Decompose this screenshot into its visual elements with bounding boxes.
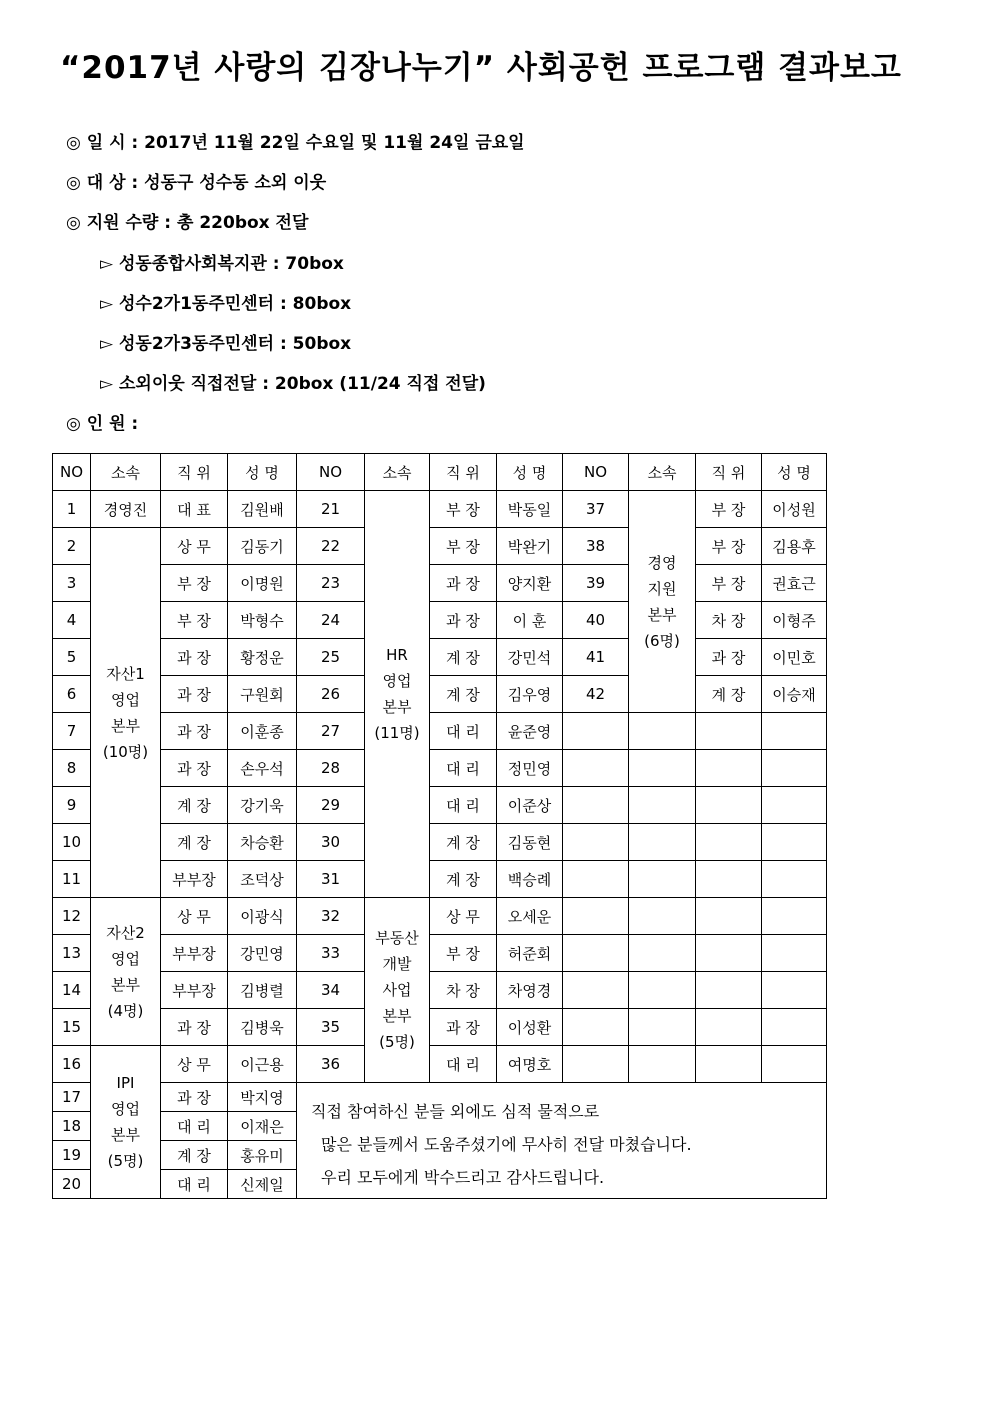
no-cell: 36 [297, 1046, 365, 1083]
position-cell: 상 무 [161, 898, 228, 935]
no-cell: 32 [297, 898, 365, 935]
no-cell: 5 [53, 639, 91, 676]
empty-cell [563, 1046, 629, 1083]
no-cell: 22 [297, 528, 365, 565]
name-cell: 김병렬 [228, 972, 297, 1009]
position-cell: 계 장 [161, 1141, 228, 1170]
dept-label: 부동산 [375, 929, 419, 947]
name-cell: 홍유미 [228, 1141, 297, 1170]
name-cell: 여명호 [497, 1046, 563, 1083]
empty-cell [762, 1009, 827, 1046]
note-line: 많은 분들께서 도움주셨기에 무사히 전달 마쳤습니다. [321, 1135, 692, 1154]
position-cell: 대 리 [430, 1046, 497, 1083]
no-cell: 4 [53, 602, 91, 639]
name-cell: 양지환 [497, 565, 563, 602]
dept-label: 지원 [647, 579, 677, 598]
no-cell: 18 [53, 1112, 91, 1141]
no-cell: 42 [563, 676, 629, 713]
position-cell: 과 장 [161, 1083, 228, 1112]
empty-cell [696, 787, 762, 824]
name-cell: 김병욱 [228, 1009, 297, 1046]
info-target: ◎ 대 상 : 성동구 성수동 소외 이웃 [66, 173, 327, 193]
position-cell: 과 장 [161, 676, 228, 713]
no-cell: 33 [297, 935, 365, 972]
position-cell: 부 장 [696, 491, 762, 528]
position-cell: 부 장 [430, 935, 497, 972]
name-cell: 이 훈 [497, 602, 563, 639]
empty-cell [696, 824, 762, 861]
empty-cell [762, 972, 827, 1009]
dept-cell [91, 898, 161, 1046]
empty-cell [629, 713, 696, 750]
table-row [53, 861, 827, 898]
no-cell: 6 [53, 676, 91, 713]
table-row [53, 676, 827, 713]
name-cell: 김원배 [228, 491, 297, 528]
column-header: 소속 [365, 454, 430, 491]
dept-cell [629, 491, 696, 713]
name-cell: 이훈종 [228, 713, 297, 750]
table-row [53, 750, 827, 787]
name-cell: 손우석 [228, 750, 297, 787]
dept-cell [91, 528, 161, 898]
no-cell: 21 [297, 491, 365, 528]
column-header: 성 명 [762, 454, 827, 491]
no-cell: 15 [53, 1009, 91, 1046]
name-cell: 김동현 [497, 824, 563, 861]
name-cell: 강기욱 [228, 787, 297, 824]
info-people: ◎ 인 원 : [66, 414, 139, 434]
support-item: ▻ 소외이웃 직접전달 : 20box (11/24 직접 전달) [100, 374, 486, 394]
dept-label: HR [386, 646, 408, 664]
empty-cell [563, 713, 629, 750]
name-cell: 허준회 [497, 935, 563, 972]
position-cell: 대 표 [161, 491, 228, 528]
column-header: 소속 [629, 454, 696, 491]
table-row [53, 565, 827, 602]
position-cell: 부 장 [696, 565, 762, 602]
no-cell: 2 [53, 528, 91, 565]
column-header: 성 명 [228, 454, 297, 491]
name-cell: 박지영 [228, 1083, 297, 1112]
name-cell: 백승례 [497, 861, 563, 898]
table-row [53, 528, 827, 565]
column-header: 직 위 [161, 454, 228, 491]
name-cell: 박형수 [228, 602, 297, 639]
table-header-row [53, 454, 827, 491]
empty-cell [762, 1046, 827, 1083]
name-cell: 윤준영 [497, 713, 563, 750]
position-cell: 상 무 [161, 528, 228, 565]
table-row [53, 935, 827, 972]
table-row [53, 824, 827, 861]
position-cell: 부 장 [430, 528, 497, 565]
no-cell: 9 [53, 787, 91, 824]
position-cell: 계 장 [430, 639, 497, 676]
support-item: ▻ 성수2가1동주민센터 : 80box [100, 294, 352, 314]
dept-label: IPI [116, 1074, 135, 1092]
empty-cell [629, 787, 696, 824]
column-header: NO [563, 454, 629, 491]
no-cell: 12 [53, 898, 91, 935]
table-row [53, 787, 827, 824]
no-cell: 25 [297, 639, 365, 676]
dept-label: (4명) [107, 1001, 144, 1020]
empty-cell [629, 861, 696, 898]
dept-label: (6명) [644, 631, 680, 650]
no-cell: 34 [297, 972, 365, 1009]
empty-cell [696, 972, 762, 1009]
empty-cell [696, 935, 762, 972]
empty-cell [563, 750, 629, 787]
empty-cell [762, 898, 827, 935]
dept-label: 경영 [647, 553, 677, 572]
empty-cell [762, 713, 827, 750]
empty-cell [762, 861, 827, 898]
dept-cell: 경영진 [91, 491, 161, 528]
empty-cell [629, 898, 696, 935]
name-cell: 이승재 [762, 676, 827, 713]
empty-cell [629, 935, 696, 972]
table-row [53, 639, 827, 676]
position-cell: 계 장 [430, 824, 497, 861]
dept-label: 본부 [111, 975, 140, 994]
dept-label: 영업 [382, 672, 412, 690]
name-cell: 권효근 [762, 565, 827, 602]
position-cell: 부 장 [430, 491, 497, 528]
no-cell: 23 [297, 565, 365, 602]
no-cell: 20 [53, 1170, 91, 1199]
empty-cell [563, 824, 629, 861]
empty-cell [563, 861, 629, 898]
empty-cell [762, 935, 827, 972]
no-cell: 3 [53, 565, 91, 602]
note-line: 직접 참여하신 분들 외에도 심적 물적으로 [311, 1102, 600, 1121]
position-cell: 과 장 [430, 1009, 497, 1046]
no-cell: 17 [53, 1083, 91, 1112]
support-item: ▻ 성동종합사회복지관 : 70box [100, 254, 344, 274]
no-cell: 24 [297, 602, 365, 639]
name-cell: 이재은 [228, 1112, 297, 1141]
dept-label: 영업 [111, 1100, 140, 1118]
name-cell: 황정운 [228, 639, 297, 676]
table-row [53, 1009, 827, 1046]
empty-cell [696, 898, 762, 935]
no-cell: 31 [297, 861, 365, 898]
position-cell: 대 리 [430, 787, 497, 824]
position-cell: 부 장 [161, 565, 228, 602]
column-header: NO [53, 454, 91, 491]
dept-label: 영업 [111, 949, 140, 968]
empty-cell [563, 898, 629, 935]
no-cell: 1 [53, 491, 91, 528]
dept-label: 본부 [382, 1007, 412, 1025]
position-cell: 차 장 [430, 972, 497, 1009]
position-cell: 계 장 [696, 676, 762, 713]
dept-cell [91, 1046, 161, 1199]
name-cell: 정민영 [497, 750, 563, 787]
column-header: 소속 [91, 454, 161, 491]
position-cell: 계 장 [430, 676, 497, 713]
column-header: 직 위 [696, 454, 762, 491]
name-cell: 차영경 [497, 972, 563, 1009]
empty-cell [696, 750, 762, 787]
empty-cell [762, 824, 827, 861]
name-cell: 김용후 [762, 528, 827, 565]
dept-label: 본부 [111, 716, 140, 735]
column-header: 직 위 [430, 454, 497, 491]
position-cell: 차 장 [696, 602, 762, 639]
dept-label: (11명) [374, 724, 420, 742]
page-title: “2017년 사랑의 김장나누기” 사회공헌 프로그램 결과보고 [60, 50, 902, 86]
name-cell: 이민호 [762, 639, 827, 676]
empty-cell [629, 1046, 696, 1083]
position-cell: 부 장 [696, 528, 762, 565]
position-cell: 상 무 [161, 1046, 228, 1083]
empty-cell [563, 1009, 629, 1046]
dept-label: 영업 [111, 690, 140, 709]
position-cell: 계 장 [430, 861, 497, 898]
table-row [53, 972, 827, 1009]
dept-label: 개발 [382, 955, 412, 973]
empty-cell [629, 1009, 696, 1046]
position-cell: 부부장 [161, 972, 228, 1009]
name-cell: 구원회 [228, 676, 297, 713]
name-cell: 이형주 [762, 602, 827, 639]
position-cell: 대 리 [430, 713, 497, 750]
empty-cell [696, 1046, 762, 1083]
position-cell: 과 장 [161, 750, 228, 787]
position-cell: 부부장 [161, 861, 228, 898]
no-cell: 29 [297, 787, 365, 824]
column-header: NO [297, 454, 365, 491]
no-cell: 16 [53, 1046, 91, 1083]
position-cell: 대 리 [161, 1170, 228, 1199]
note-cell [297, 1083, 827, 1199]
table-row [53, 602, 827, 639]
no-cell: 35 [297, 1009, 365, 1046]
no-cell: 11 [53, 861, 91, 898]
name-cell: 박동일 [497, 491, 563, 528]
position-cell: 과 장 [430, 602, 497, 639]
position-cell: 부 장 [161, 602, 228, 639]
info-date: ◎ 일 시 : 2017년 11월 22일 수요일 및 11월 24일 금요일 [66, 133, 525, 153]
no-cell: 14 [53, 972, 91, 1009]
no-cell: 40 [563, 602, 629, 639]
info-support: ◎ 지원 수량 : 총 220box 전달 [66, 213, 309, 233]
position-cell: 과 장 [430, 565, 497, 602]
name-cell: 이광식 [228, 898, 297, 935]
position-cell: 과 장 [696, 639, 762, 676]
name-cell: 이명원 [228, 565, 297, 602]
table-row [53, 1083, 827, 1112]
name-cell: 김동기 [228, 528, 297, 565]
dept-label: 본부 [111, 1126, 140, 1144]
column-header: 성 명 [497, 454, 563, 491]
empty-cell [696, 713, 762, 750]
dept-label: 본부 [382, 698, 412, 716]
empty-cell [762, 787, 827, 824]
no-cell: 26 [297, 676, 365, 713]
dept-label: 자산2 [106, 923, 145, 942]
no-cell: 8 [53, 750, 91, 787]
note-line: 우리 모두에게 박수드리고 감사드립니다. [321, 1168, 605, 1187]
position-cell: 계 장 [161, 787, 228, 824]
dept-label: (5명) [107, 1152, 144, 1170]
name-cell: 오세운 [497, 898, 563, 935]
no-cell: 38 [563, 528, 629, 565]
table-row [53, 1046, 827, 1083]
position-cell: 과 장 [161, 1009, 228, 1046]
support-item: ▻ 성동2가3동주민센터 : 50box [100, 334, 352, 354]
position-cell: 과 장 [161, 713, 228, 750]
empty-cell [629, 972, 696, 1009]
dept-label: 본부 [647, 605, 677, 624]
no-cell: 37 [563, 491, 629, 528]
dept-cell [365, 491, 430, 898]
staff-table-body [53, 454, 827, 1199]
name-cell: 차승환 [228, 824, 297, 861]
dept-label: (5명) [379, 1033, 415, 1051]
empty-cell [696, 1009, 762, 1046]
name-cell: 이근용 [228, 1046, 297, 1083]
no-cell: 28 [297, 750, 365, 787]
name-cell: 이성원 [762, 491, 827, 528]
position-cell: 부부장 [161, 935, 228, 972]
name-cell: 이준상 [497, 787, 563, 824]
position-cell: 대 리 [430, 750, 497, 787]
table-row [53, 713, 827, 750]
dept-label: 자산1 [106, 664, 145, 683]
no-cell: 30 [297, 824, 365, 861]
empty-cell [629, 750, 696, 787]
no-cell: 19 [53, 1141, 91, 1170]
position-cell: 과 장 [161, 639, 228, 676]
name-cell: 강민영 [228, 935, 297, 972]
staff-table [52, 453, 827, 1199]
name-cell: 조덕상 [228, 861, 297, 898]
empty-cell [563, 787, 629, 824]
no-cell: 39 [563, 565, 629, 602]
empty-cell [563, 972, 629, 1009]
empty-cell [696, 861, 762, 898]
dept-cell [365, 898, 430, 1083]
no-cell: 7 [53, 713, 91, 750]
position-cell: 상 무 [430, 898, 497, 935]
name-cell: 신제일 [228, 1170, 297, 1199]
name-cell: 강민석 [497, 639, 563, 676]
no-cell: 27 [297, 713, 365, 750]
no-cell: 13 [53, 935, 91, 972]
position-cell: 대 리 [161, 1112, 228, 1141]
name-cell: 박완기 [497, 528, 563, 565]
empty-cell [629, 824, 696, 861]
name-cell: 김우영 [497, 676, 563, 713]
no-cell: 10 [53, 824, 91, 861]
dept-label: (10명) [102, 742, 149, 761]
table-row [53, 491, 827, 528]
dept-label: 사업 [382, 981, 412, 999]
empty-cell [762, 750, 827, 787]
name-cell: 이성환 [497, 1009, 563, 1046]
position-cell: 계 장 [161, 824, 228, 861]
no-cell: 41 [563, 639, 629, 676]
table-row [53, 898, 827, 935]
empty-cell [563, 935, 629, 972]
